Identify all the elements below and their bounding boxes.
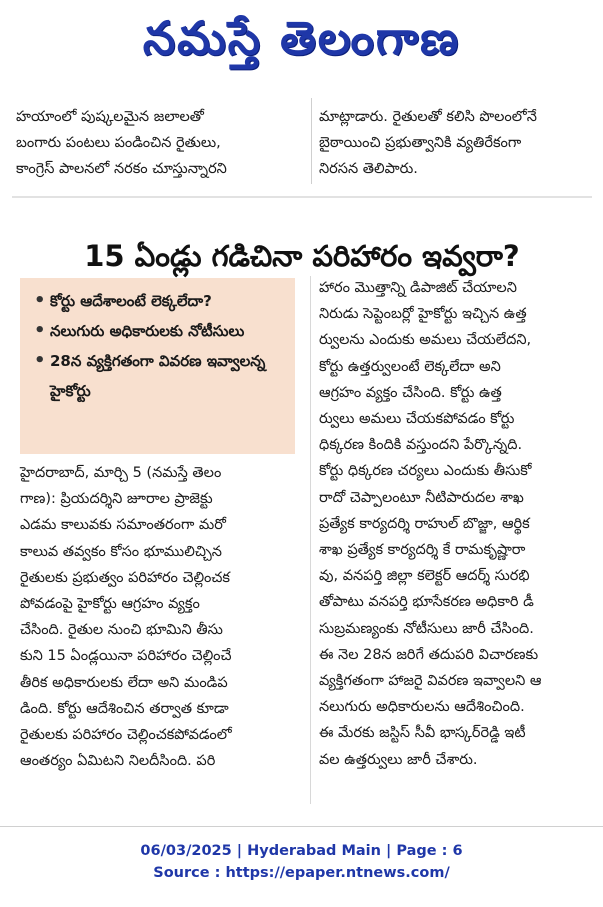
column-divider bbox=[310, 276, 311, 804]
body-line: కుని 15 ఏండ్లయినా పరిహారం చెల్లించే bbox=[20, 648, 232, 665]
body-line: ఈ నెల 28న జరిగే తదుపరి విచారణకు bbox=[319, 646, 539, 663]
footer-source: Source : https://epaper.ntnews.com/ bbox=[153, 865, 450, 881]
body-line: డింది. కోర్టు ఆదేశించిన తర్వాత కూడా bbox=[20, 700, 229, 717]
bullet-icon: • bbox=[34, 350, 46, 371]
footer-divider bbox=[0, 826, 603, 827]
article-left-column bbox=[20, 460, 298, 774]
body-line: ధిక్కరణ కిందికి వస్తుందని పేర్కొన్నది. bbox=[319, 437, 523, 454]
highlight-item bbox=[34, 286, 285, 316]
text-line: బంగారు పంటలు పండించిన రైతులు, bbox=[16, 135, 221, 152]
body-line: రైతులకు ప్రభుత్వం పరిహారం చెల్లించక bbox=[20, 569, 230, 586]
text-line: కాంగ్రెస్ పాలనలో నరకం చూస్తున్నారని bbox=[16, 161, 227, 178]
newspaper-logo: నమస్తే తెలంగాణ bbox=[142, 11, 461, 65]
body-line: రాదో చెప్పాలంటూ నీటిపారుదల శాఖ bbox=[319, 489, 524, 506]
body-line: నలుగురు అధికారులను ఆదేశించింది. bbox=[319, 699, 525, 716]
article-headline: 15 ఏండ్లు గడిచినా పరిహారం ఇవ్వరా? bbox=[84, 239, 520, 274]
text-line: బైఠాయించి ప్రభుత్వానికి వ్యతిరేకంగా bbox=[319, 135, 522, 152]
bullet-icon: • bbox=[34, 320, 46, 341]
highlights-box bbox=[20, 278, 295, 454]
body-line: కోర్టు ధిక్కరణ చర్యలు ఎందుకు తీసుకో bbox=[319, 463, 532, 480]
top-story-left-column bbox=[16, 104, 302, 183]
body-line: ఆగ్రహం వ్యక్తం చేసింది. కోర్టు ఉత్త bbox=[319, 384, 502, 401]
body-line: సుబ్రమణ్యంకు నోటీసులు జారీ చేసింది. bbox=[319, 620, 534, 637]
top-story-right-column bbox=[319, 104, 589, 183]
body-line: కోర్టు ఉత్తర్వులంటే లెక్కలేదా అని bbox=[319, 358, 501, 375]
text-line: మాట్లాడారు. రైతులతో కలిసి పొలంలోనే bbox=[319, 109, 537, 125]
highlight-item bbox=[34, 346, 285, 406]
body-line: ర్వులను ఎందుకు అమలు చేయలేదని, bbox=[319, 332, 532, 349]
body-line: తోపాటు వనపర్తి భూసేకరణ అధికారి డీ bbox=[319, 594, 534, 611]
footer-dateline: 06/03/2025 | Hyderabad Main | Page : 6 bbox=[140, 843, 463, 859]
body-line: ప్రత్యేక కార్యదర్శి రాహుల్ బొజ్జా, ఆర్థిక bbox=[319, 515, 530, 532]
body-line: శాఖ ప్రత్యేక కార్యదర్శి కే రామకృష్ణారా bbox=[319, 542, 526, 559]
highlight-item bbox=[34, 316, 285, 346]
article-right-column bbox=[319, 275, 589, 773]
body-line: పోవడంపై హైకోర్టు ఆగ్రహం వ్యక్తం bbox=[20, 596, 200, 613]
highlight-text: కోర్టు ఆదేశాలంటే లెక్కలేదా? bbox=[50, 292, 212, 310]
body-line: చేసింది. రైతుల నుంచి భూమిని తీసు bbox=[20, 622, 223, 639]
highlight-text: నలుగురు అధికారులకు నోటీసులు bbox=[50, 322, 245, 340]
body-line: రైతులకు పరిహారం చెల్లించకపోవడంలో bbox=[20, 727, 232, 744]
masthead bbox=[0, 0, 603, 88]
body-line: హైదరాబాద్, మార్చి 5 (నమస్తే తెలం bbox=[20, 465, 222, 481]
body-line: ఈ మేరకు జస్టిస్ సీవీ భాస్కర్‌రెడ్డి ఇటీ bbox=[319, 725, 526, 742]
body-line: వల ఉత్తర్వులు జారీ చేశారు. bbox=[319, 751, 478, 768]
body-line: వు, వనపర్తి జిల్లా కలెక్టర్ ఆదర్శ్ సురభి bbox=[319, 568, 530, 585]
highlight-text: 28న వ్యక్తిగతంగా వివరణ ఇవ్వాలన్న హైకోర్టు bbox=[50, 352, 266, 400]
bullet-icon: • bbox=[34, 290, 46, 311]
body-line: ర్వులు అమలు చేయకపోవడం కోర్టు bbox=[319, 411, 515, 428]
section-divider bbox=[12, 196, 592, 198]
footer bbox=[0, 840, 603, 884]
text-line: హయాంలో పుష్కలమైన జలాలతో bbox=[16, 109, 204, 125]
body-line: గాణ): ప్రియదర్శిని జూరాల ప్రాజెక్టు bbox=[20, 491, 213, 508]
body-line: హారం మొత్తాన్ని డిపాజిట్ చేయాలని bbox=[319, 280, 517, 296]
body-line: తీరిక అధికారులకు లేదా అని మండిప bbox=[20, 674, 228, 691]
column-divider bbox=[311, 98, 312, 184]
body-line: నిరుడు సెప్టెంబర్లో హైకోర్టు ఇచ్చిన ఉత్త bbox=[319, 306, 527, 323]
body-line: ఎడమ కాలువకు సమాంతరంగా మరో bbox=[20, 517, 226, 534]
body-line: ఆంతర్యం ఏమిటని నిలదీసింది. పరి bbox=[20, 753, 216, 770]
body-line: వ్యక్తిగతంగా హాజరై వివరణ ఇవ్వాలని ఆ bbox=[319, 673, 542, 690]
body-line: కాలువ తవ్వకం కోసం భూములిచ్చిన bbox=[20, 543, 222, 560]
text-line: నిరసన తెలిపారు. bbox=[319, 161, 418, 178]
